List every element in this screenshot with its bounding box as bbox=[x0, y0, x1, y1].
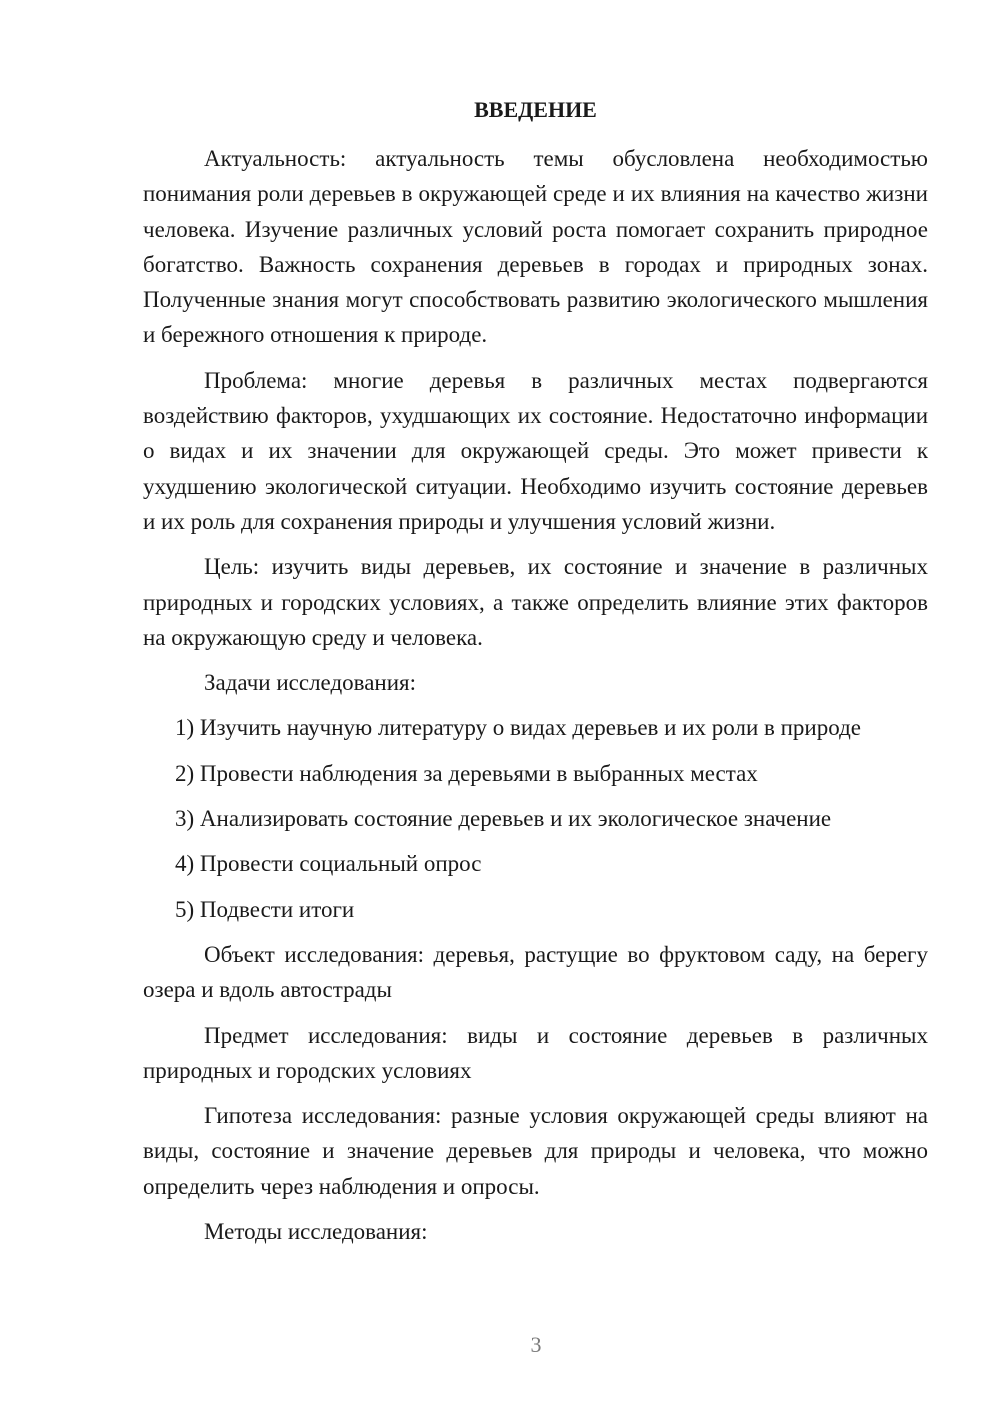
hypothesis-paragraph: Гипотеза исследования: разные условия окружающей среды влияют на виды, состояние и значение деревьев для природы и человека, что можно определить через наблюдения и опросы. bbox=[143, 1103, 928, 1199]
relevance-paragraph: Актуальность: актуальность темы обусловлена необходимостью понимания роли деревьев в окружающей среде и их влияния на качество жизни человека. Изучение различных условий роста помогает сохранить природное богатство. Важность сохранения деревьев в городах и природных зонах. Полученные знания могут способствовать развитию экологического мышления и бережного отношения к природе. bbox=[143, 146, 928, 348]
problem-paragraph: Проблема: многие деревья в различных местах подвергаются воздействию факторов, ухудшающих их состояние. Недостаточно информации о видах и их значении для окружающей среды. Это может привести к ухудшению экологической ситуации. Необходимо изучить состояние деревьев и их роль для сохранения природы и улучшения условий жизни. bbox=[143, 367, 928, 534]
page-content bbox=[143, 92, 928, 1259]
methods-title: Методы исследования: bbox=[204, 1219, 428, 1245]
goal-paragraph: Цель: изучить виды деревьев, их состояние и значение в различных природных и городских условиях, а также определить влияние этих факторов на окружающую среду и человека. bbox=[143, 554, 928, 650]
task-item-1: 1) Изучить научную литературу о видах деревьев и их роли в природе bbox=[175, 715, 861, 741]
subject-paragraph: Предмет исследования: виды и состояние деревьев в различных природных и городских условиях bbox=[143, 1022, 928, 1083]
tasks-title: Задачи исследования: bbox=[204, 670, 417, 696]
page-number: 3 bbox=[530, 1332, 542, 1357]
task-item-3: 3) Анализировать состояние деревьев и их экологическое значение bbox=[175, 806, 832, 832]
object-paragraph: Объект исследования: деревья, растущие во фруктовом саду, на берегу озера и вдоль автострады bbox=[143, 941, 928, 1003]
page-title: ВВЕДЕНИЕ bbox=[474, 97, 597, 122]
task-item-5: 5) Подвести итоги bbox=[175, 896, 355, 922]
task-item-4: 4) Провести социальный опрос bbox=[175, 851, 482, 877]
task-item-2: 2) Провести наблюдения за деревьями в выбранных местах bbox=[175, 760, 758, 786]
